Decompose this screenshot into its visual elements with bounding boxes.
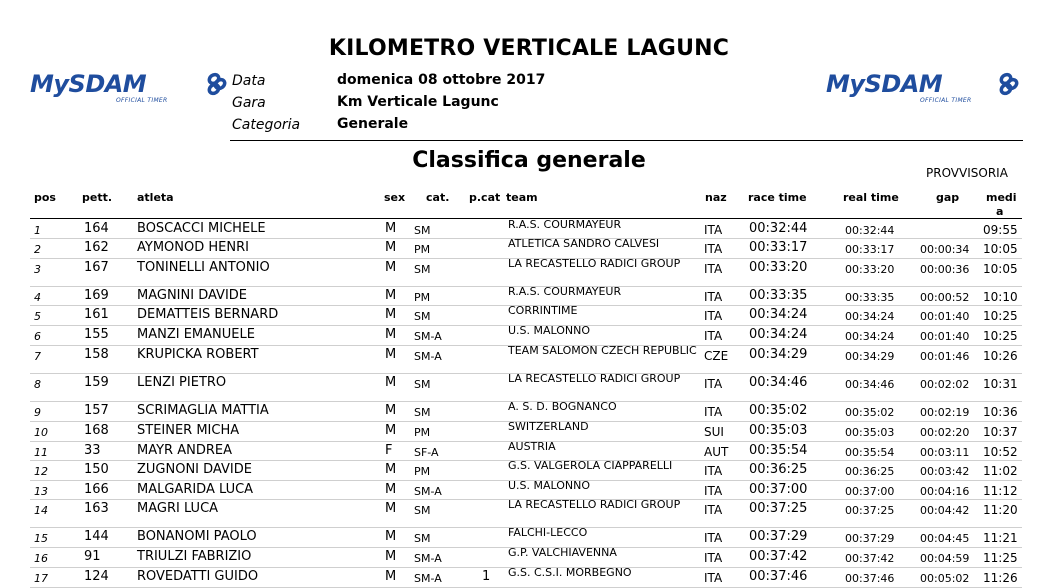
meta-label-data: Data [232,73,266,89]
cell-real-time: 00:37:00 [845,485,895,498]
cell-race-time: 00:34:24 [749,307,808,322]
cell-sex: M [385,327,397,342]
cell-gap: 00:00:34 [920,243,970,256]
cell-race-time: 00:35:02 [749,403,808,418]
cell-nationality: ITA [704,262,723,276]
table-row [30,499,1022,528]
table-row [30,480,1022,500]
cell-athlete-name: TONINELLI ANTONIO [137,260,270,275]
cell-team: G.S. C.S.I. MORBEGNO [508,566,632,579]
ranking-title: Classifica generale [412,148,646,173]
col-header-bib: pett. [82,191,113,204]
cell-position: 7 [34,350,41,363]
cell-team: LA RECASTELLO RADICI GROUP [508,372,681,385]
cell-position: 12 [34,465,48,478]
cell-bib-number: 150 [84,462,109,477]
cell-nationality: ITA [704,484,723,498]
cell-team: U.S. MALONNO [508,324,591,337]
cell-real-time: 00:34:24 [845,330,895,343]
cell-real-time: 00:37:46 [845,572,895,585]
cell-position: 9 [34,406,41,419]
cell-real-time: 00:33:17 [845,243,895,256]
cell-position: 11 [34,446,48,459]
cell-race-time: 00:34:29 [749,347,808,362]
cell-team: LA RECASTELLO RADICI GROUP [508,498,681,511]
cell-athlete-name: ZUGNONI DAVIDE [137,462,252,477]
logo-brand-text: MySDAM [826,70,943,98]
cell-pace: 10:36 [983,405,1018,419]
cell-team: G.S. VALGEROLA CIAPPARELLI [508,459,673,472]
table-row [30,258,1022,287]
cell-real-time: 00:36:25 [845,465,895,478]
col-header-media-wrap: a [996,205,1004,218]
cell-athlete-name: SCRIMAGLIA MATTIA [137,403,269,418]
meta-value-categoria: Generale [337,116,409,132]
cell-position: 3 [34,263,41,276]
col-header-team: team [506,191,538,204]
cell-bib-number: 155 [84,327,109,342]
cell-team: R.A.S. COURMAYEUR [508,218,622,231]
cell-nationality: CZE [704,349,729,363]
cell-category: SM-A [414,330,442,343]
cell-sex: M [385,221,397,236]
cell-category: SF-A [414,446,439,459]
cell-gap: 00:01:40 [920,310,970,323]
cell-real-time: 00:37:42 [845,552,895,565]
cell-race-time: 00:33:20 [749,260,808,275]
cell-gap: 00:04:42 [920,504,970,517]
cell-athlete-name: MAGRI LUCA [137,501,219,516]
cell-real-time: 00:37:29 [845,532,895,545]
cell-team: SWITZERLAND [508,420,589,433]
table-row [30,345,1022,374]
cell-race-time: 00:35:54 [749,443,808,458]
cell-bib-number: 157 [84,403,109,418]
table-row [30,305,1022,326]
table-row [30,401,1022,422]
cell-nationality: ITA [704,309,723,323]
cell-team: FALCHI-LECCO [508,526,588,539]
cell-nationality: ITA [704,464,723,478]
cell-category: SM-A [414,552,442,565]
cell-gap: 00:00:36 [920,263,970,276]
cell-team: R.A.S. COURMAYEUR [508,285,622,298]
cell-nationality: ITA [704,329,723,343]
cell-gap: 00:04:59 [920,552,970,565]
cell-bib-number: 163 [84,501,109,516]
cell-position: 16 [34,552,48,565]
mysdam-logo-right [826,70,1026,108]
table-row [30,460,1022,481]
cell-pace: 10:25 [983,309,1018,323]
cell-team: U.S. MALONNO [508,479,591,492]
cell-pace: 11:12 [983,484,1018,498]
meta-label-gara: Gara [232,95,266,111]
cell-sex: M [385,403,397,418]
cell-athlete-name: KRUPICKA ROBERT [137,347,259,362]
cell-bib-number: 166 [84,482,109,497]
cell-category: SM [414,263,431,276]
cell-race-time: 00:33:17 [749,240,808,255]
cell-pace: 10:31 [983,377,1018,391]
cell-sex: M [385,501,397,516]
cell-gap: 00:03:42 [920,465,970,478]
cell-category-position: 1 [482,569,491,584]
cell-team: AUSTRIA [508,440,556,453]
cell-bib-number: 159 [84,375,109,390]
cell-nationality: ITA [704,223,723,237]
col-header-gap: gap [936,191,960,204]
cell-sex: M [385,240,397,255]
cell-category: SM [414,532,431,545]
cell-bib-number: 161 [84,307,109,322]
cell-race-time: 00:37:42 [749,549,808,564]
cell-team: TEAM SALOMON CZECH REPUBLIC [508,344,697,357]
mysdam-logo-left [30,70,230,108]
cell-real-time: 00:35:54 [845,446,895,459]
cell-category: SM [414,504,431,517]
cell-gap: 00:03:11 [920,446,970,459]
cell-athlete-name: LENZI PIETRO [137,375,227,390]
cell-category: SM [414,310,431,323]
col-header-pcat: p.cat [469,191,501,204]
cell-position: 5 [34,310,41,323]
cell-race-time: 00:35:03 [749,423,808,438]
cell-pace: 10:05 [983,262,1018,276]
cell-position: 13 [34,485,48,498]
cell-real-time: 00:35:02 [845,406,895,419]
cell-sex: M [385,347,397,362]
table-row [30,421,1022,442]
cell-team: LA RECASTELLO RADICI GROUP [508,257,681,270]
logo-brand-text: MySDAM [30,70,147,98]
cell-bib-number: 144 [84,529,109,544]
col-header-real-time: real time [843,191,899,204]
cell-real-time: 00:33:35 [845,291,895,304]
cell-bib-number: 168 [84,423,109,438]
cell-nationality: SUI [704,425,724,439]
cell-gap: 00:00:52 [920,291,970,304]
cell-category: PM [414,465,431,478]
cell-position: 6 [34,330,41,343]
cell-position: 1 [34,224,41,237]
cell-athlete-name: MAGNINI DAVIDE [137,288,247,303]
table-row [30,286,1022,306]
table-row [30,527,1022,548]
cell-gap: 00:05:02 [920,572,970,585]
cell-gap: 00:02:20 [920,426,970,439]
cell-real-time: 00:34:46 [845,378,895,391]
cell-race-time: 00:37:29 [749,529,808,544]
chain-icon [998,72,1020,96]
cell-sex: F [385,443,393,458]
cell-category: SM-A [414,350,442,363]
table-row [30,567,1022,588]
cell-sex: M [385,260,397,275]
cell-nationality: ITA [704,531,723,545]
cell-category: PM [414,426,431,439]
cell-real-time: 00:33:20 [845,263,895,276]
header-divider [230,140,1023,141]
cell-team: CORRINTIME [508,304,578,317]
cell-race-time: 00:32:44 [749,221,808,236]
cell-athlete-name: MALGARIDA LUCA [137,482,254,497]
table-row [30,219,1022,239]
col-header-naz: naz [705,191,727,204]
cell-sex: M [385,288,397,303]
cell-pace: 09:55 [983,223,1018,237]
cell-race-time: 00:33:35 [749,288,808,303]
cell-pace: 10:25 [983,329,1018,343]
cell-athlete-name: BONANOMI PAOLO [137,529,257,544]
cell-gap: 00:02:19 [920,406,970,419]
cell-category: SM-A [414,572,442,585]
cell-category: PM [414,291,431,304]
cell-gap: 00:04:45 [920,532,970,545]
cell-pace: 11:02 [983,464,1018,478]
cell-bib-number: 91 [84,549,101,564]
cell-position: 4 [34,291,41,304]
table-row [30,373,1022,402]
cell-position: 17 [34,572,48,585]
cell-real-time: 00:32:44 [845,224,895,237]
cell-nationality: ITA [704,405,723,419]
cell-category: PM [414,243,431,256]
cell-bib-number: 162 [84,240,109,255]
col-header-sex: sex [384,191,406,204]
cell-race-time: 00:34:24 [749,327,808,342]
cell-sex: M [385,549,397,564]
cell-bib-number: 164 [84,221,109,236]
cell-nationality: ITA [704,503,723,517]
cell-pace: 10:37 [983,425,1018,439]
cell-real-time: 00:34:24 [845,310,895,323]
cell-gap: 00:01:46 [920,350,970,363]
cell-real-time: 00:35:03 [845,426,895,439]
cell-team: ATLETICA SANDRO CALVESI [508,237,660,250]
cell-sex: M [385,375,397,390]
cell-nationality: ITA [704,551,723,565]
col-header-cat: cat. [426,191,450,204]
cell-category: SM [414,378,431,391]
cell-category: SM [414,406,431,419]
cell-sex: M [385,423,397,438]
cell-real-time: 00:37:25 [845,504,895,517]
logo-sub-text: OFFICIAL TIMER [116,97,168,104]
col-header-pos: pos [34,191,56,204]
cell-pace: 10:10 [983,290,1018,304]
table-row [30,238,1022,259]
cell-race-time: 00:37:25 [749,501,808,516]
chain-icon [206,72,228,96]
cell-athlete-name: TRIULZI FABRIZIO [137,549,252,564]
cell-athlete-name: BOSCACCI MICHELE [137,221,266,236]
cell-pace: 10:26 [983,349,1018,363]
cell-position: 8 [34,378,41,391]
cell-pace: 11:25 [983,551,1018,565]
cell-race-time: 00:37:46 [749,569,808,584]
col-header-name: atleta [137,191,174,204]
cell-bib-number: 169 [84,288,109,303]
cell-sex: M [385,307,397,322]
cell-gap: 00:04:16 [920,485,970,498]
cell-pace: 11:20 [983,503,1018,517]
cell-athlete-name: ROVEDATTI GUIDO [137,569,259,584]
cell-position: 15 [34,532,48,545]
cell-bib-number: 158 [84,347,109,362]
cell-gap: 00:02:02 [920,378,970,391]
table-row [30,547,1022,568]
cell-category: SM [414,224,431,237]
cell-gap: 00:01:40 [920,330,970,343]
cell-athlete-name: DEMATTEIS BERNARD [137,307,279,322]
cell-pace: 10:52 [983,445,1018,459]
cell-nationality: ITA [704,290,723,304]
cell-position: 14 [34,504,48,517]
meta-value-data: domenica 08 ottobre 2017 [337,72,546,88]
col-header-race-time: race time [748,191,807,204]
cell-sex: M [385,462,397,477]
col-header-media: medi [986,191,1017,204]
cell-pace: 11:21 [983,531,1018,545]
cell-athlete-name: MAYR ANDREA [137,443,232,458]
cell-nationality: ITA [704,242,723,256]
cell-race-time: 00:36:25 [749,462,808,477]
cell-race-time: 00:37:00 [749,482,808,497]
cell-bib-number: 124 [84,569,109,584]
cell-sex: M [385,482,397,497]
meta-label-categoria: Categoria [232,117,301,133]
event-title: KILOMETRO VERTICALE LAGUNC [328,36,730,61]
cell-pace: 11:26 [983,571,1018,585]
cell-nationality: ITA [704,377,723,391]
table-row [30,325,1022,346]
table-row [30,441,1022,461]
cell-real-time: 00:34:29 [845,350,895,363]
cell-sex: M [385,529,397,544]
cell-athlete-name: AYMONOD HENRI [137,240,249,255]
cell-position: 2 [34,243,41,256]
cell-team: A. S. D. BOGNANCO [508,400,617,413]
cell-athlete-name: STEINER MICHA [137,423,240,438]
cell-bib-number: 167 [84,260,109,275]
cell-nationality: ITA [704,571,723,585]
cell-pace: 10:05 [983,242,1018,256]
cell-team: G.P. VALCHIAVENNA [508,546,617,559]
cell-category: SM-A [414,485,442,498]
cell-position: 10 [34,426,48,439]
meta-value-gara: Km Verticale Lagunc [337,94,499,110]
cell-sex: M [385,569,397,584]
status-label: PROVVISORIA [926,166,1008,180]
cell-bib-number: 33 [84,443,101,458]
logo-sub-text: OFFICIAL TIMER [920,97,972,104]
cell-nationality: AUT [704,445,729,459]
cell-race-time: 00:34:46 [749,375,808,390]
cell-athlete-name: MANZI EMANUELE [137,327,255,342]
